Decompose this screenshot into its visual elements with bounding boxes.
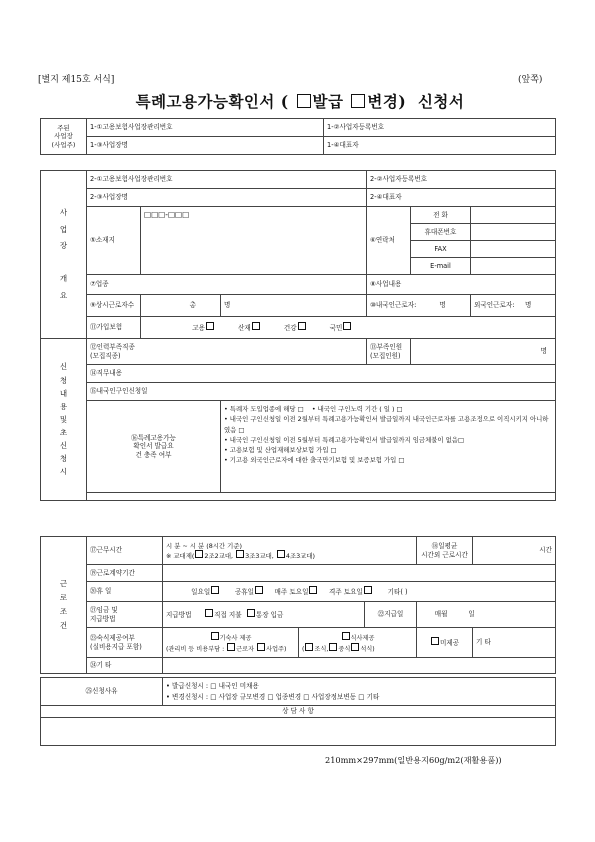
title-issue: 발급: [312, 92, 344, 111]
req-insurance[interactable]: • 고용보험 및 산업재해보상보험 가입 □: [224, 446, 337, 454]
pay-label: ㉑임금 및 지급방법: [87, 602, 163, 628]
insurance-options: 고용 산재 건강 국민: [141, 317, 556, 339]
overtime-field[interactable]: 시간: [473, 537, 556, 565]
insurance-label: ⑪가입보험: [87, 317, 141, 339]
ins-pension-checkbox[interactable]: [343, 322, 351, 330]
zip-code-boxes[interactable]: □□□-□□□: [144, 210, 190, 219]
page-side: (앞쪽): [518, 75, 543, 85]
none-option[interactable]: 미제공: [417, 628, 473, 658]
pay-direct-checkbox[interactable]: [205, 609, 213, 617]
meal-breakfast-checkbox[interactable]: [305, 643, 313, 651]
workers-total[interactable]: 총: [141, 295, 221, 317]
holiday-alt-saturday-checkbox[interactable]: [364, 586, 372, 594]
change-checkbox[interactable]: [351, 94, 365, 108]
shift-3x3-checkbox[interactable]: [236, 550, 244, 558]
meal-checkbox[interactable]: [342, 632, 350, 640]
domestic-workers[interactable]: ⑩내국인근로자: 명: [367, 295, 471, 317]
holiday-label: ⑳휴 일: [87, 582, 163, 602]
duty-field[interactable]: ⑭직무내용: [87, 365, 556, 383]
lodging-label: ㉓숙식제공여부 (실비용지급 포함): [87, 628, 163, 658]
shortage-job[interactable]: ⑫인력부족직종 (모집직종): [87, 339, 367, 365]
sec2-mgmt-no[interactable]: 2-①고용보험사업장관리번호: [87, 171, 367, 189]
payday-field[interactable]: 매월 일: [417, 602, 556, 628]
sec1-ceo[interactable]: 1-④대표자: [324, 137, 556, 155]
req-no-dismissal[interactable]: • 내국인 구인신청일 이전 2월부터 특례고용가능확인서 발급일까지 내국인근로자를 고용조정으로 이직시키지 아니하였음 □: [224, 415, 549, 434]
spacer-row: [87, 493, 556, 501]
holiday-options: 일요일 공휴일 매주 토요일 격주 토요일 기타( ): [163, 582, 556, 602]
workplace-table: [40, 170, 556, 501]
email-field[interactable]: [471, 258, 556, 275]
holiday-public-checkbox[interactable]: [255, 586, 263, 594]
form-number: [별지 제15호 서식]: [38, 75, 115, 85]
holiday-saturday-checkbox[interactable]: [309, 586, 317, 594]
shift-options: ※ 교대제( 2조2교대, 3조3교대, 4조3교대): [166, 551, 316, 560]
hours-label: ⑰근무시간: [87, 537, 163, 565]
fax-field[interactable]: [471, 241, 556, 258]
fax-label: FAX: [411, 241, 471, 258]
req-foreign-insurance[interactable]: • 기고용 외국인근로자에 대한 출국만기보험 및 보증보험 가입 □: [224, 456, 405, 465]
sec1-biz-name[interactable]: 1-③사업장명: [87, 137, 324, 155]
sec1-mgmt-no[interactable]: 1-①고용보험사업장관리번호: [87, 119, 324, 137]
workers-unit[interactable]: 명: [221, 295, 367, 317]
holiday-sunday-checkbox[interactable]: [211, 586, 219, 594]
email-label: E-mail: [411, 258, 471, 275]
title-change: 변경): [367, 92, 407, 111]
contact-label: ⑥연락처: [367, 207, 411, 275]
mobile-label: 휴대폰번호: [411, 224, 471, 241]
foreign-workers[interactable]: 외국인근로자: 명: [471, 295, 556, 317]
sec2-ceo[interactable]: 2-④대표자: [367, 189, 556, 207]
dorm-option: 기숙사 제공 (관리비 등 비용부담 : 근로자 사업주): [163, 628, 299, 658]
reason-label: ㉕신청사유: [41, 678, 163, 706]
issue-checkbox[interactable]: [297, 94, 311, 108]
shift-2x2-checkbox[interactable]: [195, 550, 203, 558]
address-field[interactable]: [141, 207, 367, 275]
phone-field[interactable]: [471, 207, 556, 224]
payday-label: ㉒지급일: [365, 602, 417, 628]
none-checkbox[interactable]: [431, 637, 439, 645]
reason-issue[interactable]: • 발급신청시 : □ 내국인 미채용: [166, 681, 259, 690]
etc-label: ㉔기 타: [87, 658, 163, 674]
meal-lunch-checkbox[interactable]: [329, 643, 337, 651]
sec2-biz-name[interactable]: 2-③사업장명: [87, 189, 367, 207]
dorm-checkbox[interactable]: [211, 632, 219, 640]
requirements-list: [221, 401, 556, 493]
shift-4x3-checkbox[interactable]: [277, 550, 285, 558]
reason-table: [40, 677, 556, 746]
ins-health-checkbox[interactable]: [298, 322, 306, 330]
consult-header: 상 담 사 항: [41, 706, 556, 718]
hours-field[interactable]: [163, 537, 417, 565]
shortage-count-label: ⑬부족인원 (모집인원): [367, 339, 411, 365]
contract-period-field[interactable]: [163, 565, 556, 582]
sec3-label: 신 청 내 용 및 초 신 청 시: [41, 339, 87, 501]
reason-options: [163, 678, 556, 706]
shortage-count[interactable]: 명: [411, 339, 556, 365]
mobile-field[interactable]: [471, 224, 556, 241]
recruit-date-field[interactable]: ⑮내국인구인신청일: [87, 383, 556, 401]
business-field[interactable]: ⑧사업내용: [367, 275, 556, 295]
title-main: 특례고용가능확인서 (: [135, 92, 289, 111]
ins-accident-checkbox[interactable]: [252, 322, 260, 330]
conditions-table: [40, 536, 556, 674]
requirements-label: ⑯특례고용가능 확인서 발급요 건 충족 여부: [87, 401, 221, 493]
sec1-reg-no[interactable]: 1-②사업자등록번호: [324, 119, 556, 137]
hours-range: 시 분 ~ 시 분 (8시간 기준): [166, 541, 242, 550]
industry-field[interactable]: ⑦업종: [87, 275, 367, 295]
workers-label: ⑨상시근로자수: [87, 295, 141, 317]
lodging-other[interactable]: 기 타: [473, 628, 556, 658]
pay-method-options: 지급방법 직접 지불 통장 입금: [163, 602, 365, 628]
reason-change[interactable]: • 변경신청시 : □ 사업장 규모변경 □ 업종변경 □ 사업장정보변동 □ 기타: [166, 692, 380, 701]
overtime-label: ⑱일평균 시간외 근로시간: [417, 537, 473, 565]
ins-employment-checkbox[interactable]: [206, 322, 214, 330]
sec4-label: 근 로 조 건: [41, 537, 87, 674]
paper-spec: 210mm×297mm(일반용지60g/m2(재활용품)): [325, 755, 502, 765]
title-tail: 신청서: [417, 92, 465, 111]
contract-period-label: ⑲근로계약기간: [87, 565, 163, 582]
req-no-wage-arrears[interactable]: • 내국인 구인신청일 이전 5월부터 특례고용가능확인서 발급일까지 임금체불이 없음□: [224, 435, 465, 444]
pay-bank-checkbox[interactable]: [247, 609, 255, 617]
dorm-worker-checkbox[interactable]: [227, 643, 235, 651]
req-industry[interactable]: • 특례자 도입업종에 해당 □ • 내국인 구인노력 기간 ( 일 ) □: [224, 405, 403, 413]
phone-label: 전 화: [411, 207, 471, 224]
dorm-employer-checkbox[interactable]: [257, 643, 265, 651]
consult-field[interactable]: [41, 718, 556, 746]
etc-field[interactable]: [163, 658, 556, 674]
meal-dinner-checkbox[interactable]: [351, 643, 359, 651]
meal-option: 식사제공 ( 조식, 중식 석식): [299, 628, 417, 658]
address-label: ⑤소재지: [87, 207, 141, 275]
main-business-table: [40, 118, 556, 155]
form-title: [40, 90, 560, 112]
sec2-reg-no[interactable]: 2-②사업자등록번호: [367, 171, 556, 189]
sec1-label: 주된 사업장 (사업주): [41, 119, 87, 155]
sec2-label: 사 업 장 개 요: [41, 171, 87, 339]
